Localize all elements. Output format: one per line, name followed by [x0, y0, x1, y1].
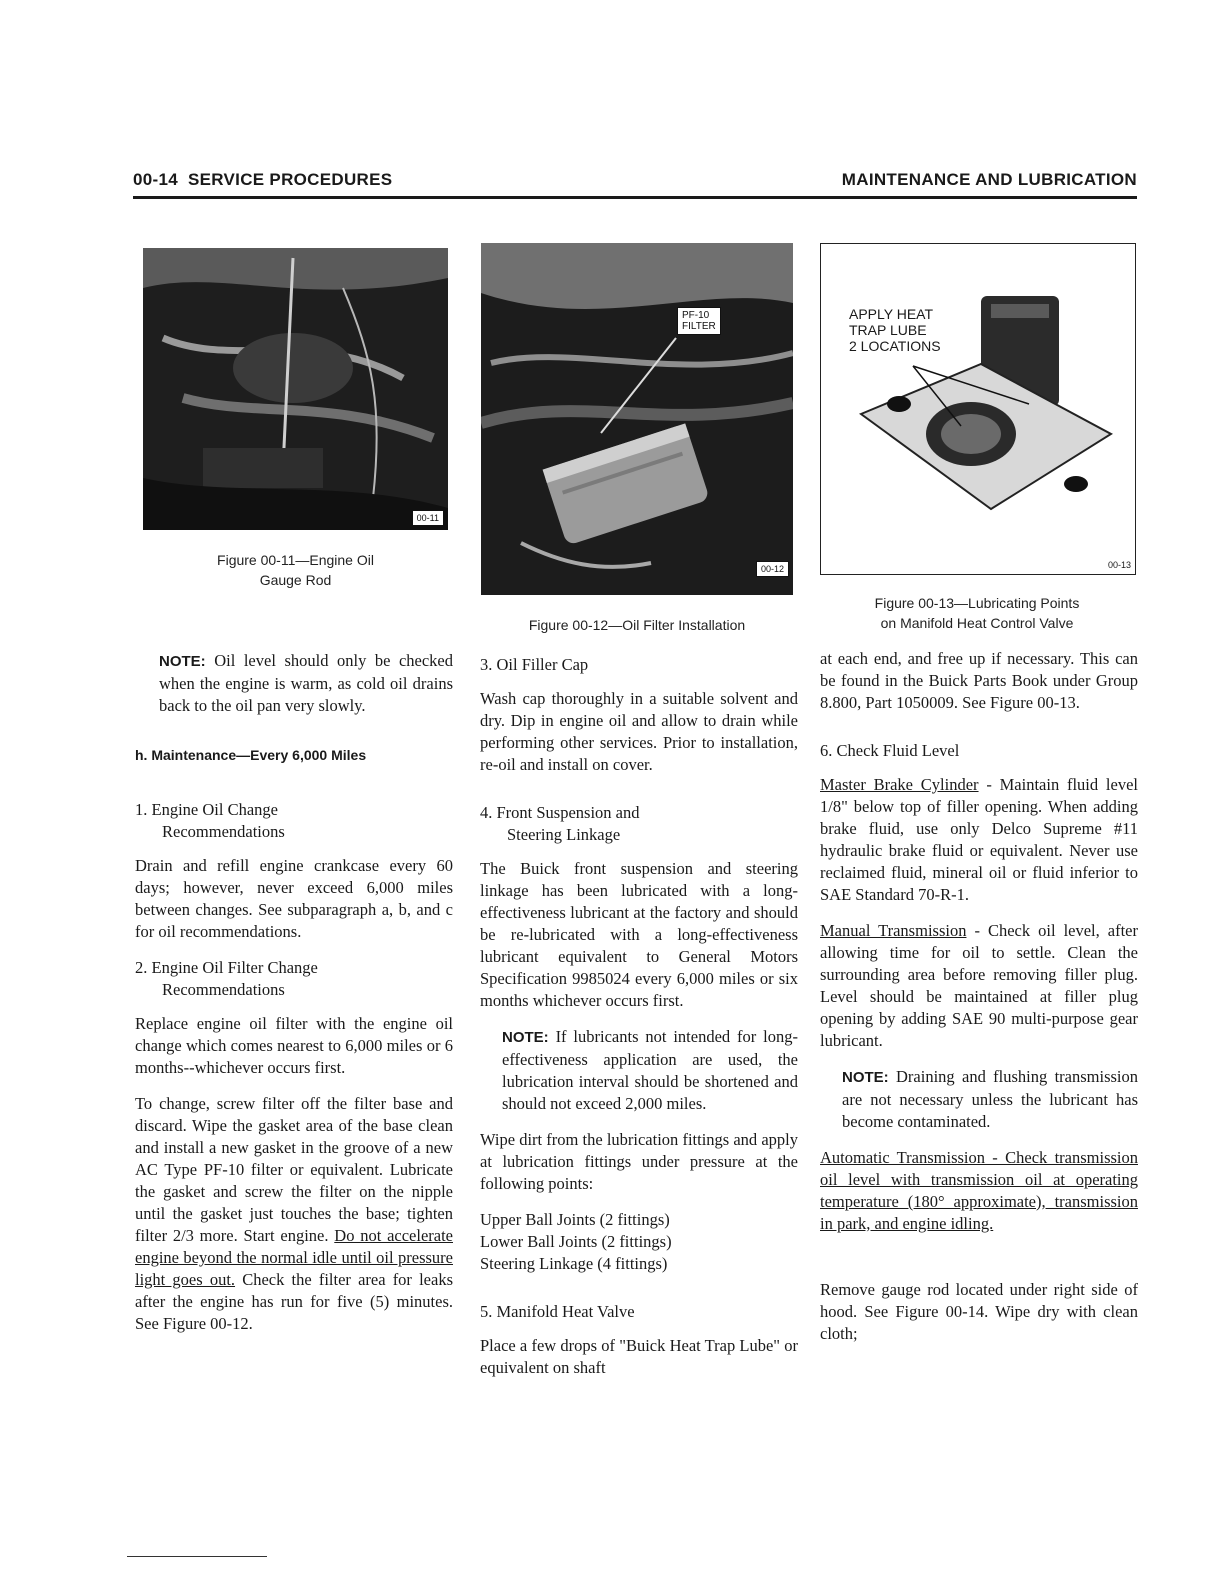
paragraph: The Buick front suspension and steering linkage has been lubricated with a long-effectiveness lubricant at the factory and should be re-lubricated with a long-effectiveness lubricant equivalent to General Motors Specification 9985024 every 6,000 miles or six months whichever occurs first. [480, 859, 798, 1010]
heading-line: Recommendations [162, 822, 285, 841]
item-heading: 6. Check Fluid Level [820, 741, 960, 760]
figure-00-12-caption: Figure 00-12—Oil Filter Installation [528, 617, 746, 633]
callout-line: FILTER [682, 321, 716, 332]
lube-callout [849, 306, 941, 354]
caption-line: Figure 00-13—Lubricating Points [874, 595, 1080, 611]
paragraph: Remove gauge rod located under right side of hood. See Figure 00-14. Wipe dry with clean cloth; [820, 1280, 1138, 1343]
page-header [133, 168, 1137, 199]
heading-line: Steering Linkage [507, 825, 621, 844]
caption-line: on Manifold Heat Control Valve [880, 615, 1074, 631]
figure-code-00-12: 00-12 [756, 561, 789, 577]
paragraph: at each end, and free up if necessary. This can be found in the Buick Parts Book under Group 8.800, Part 1050009. See Figure 00-13. [820, 649, 1138, 712]
underlined-text: Do not accelerate engine beyond the normal idle until oil pressure light goes out. [135, 1226, 453, 1289]
item-heading [480, 802, 798, 846]
caption-line: Gauge Rod [259, 572, 332, 588]
figure-00-13-drawing [820, 243, 1136, 575]
paragraph [820, 920, 1138, 1052]
figure-00-12-photo [481, 243, 793, 595]
note-text: Draining and flushing transmission are not necessary unless the lubricant has become contaminated. [842, 1067, 1139, 1131]
item-heading: 5. Manifold Heat Valve [480, 1302, 635, 1321]
item-heading [135, 799, 453, 843]
figure-00-11-caption [143, 550, 448, 590]
section-title: SERVICE PROCEDURES [187, 170, 393, 189]
heading-line: 4. Front Suspension and [480, 803, 640, 822]
figure-code-00-13: 00-13 [1107, 560, 1131, 570]
column-middle [480, 654, 798, 1393]
subsection-heading: h. Maintenance—Every 6,000 Miles [135, 747, 367, 763]
underlined-text: Automatic Transmission - Check transmission oil level with transmission oil at operating temperature (180° approximate), transmission in park, and engine idling. [820, 1148, 1138, 1233]
list-item: Upper Ball Joints (2 fittings) [480, 1210, 670, 1229]
note-lubricant [480, 1026, 798, 1115]
paragraph [820, 1147, 1138, 1235]
column-right [820, 648, 1138, 1359]
note-draining [820, 1066, 1138, 1133]
column-left [135, 650, 453, 1349]
heading-line: Recommendations [162, 980, 285, 999]
callout-line: PF-10 [682, 310, 710, 321]
text-run: Check the filter area for leaks after the engine has run for five (5) minutes. See Figure 00-12. [135, 1270, 453, 1333]
figure-00-11-photo [143, 248, 448, 530]
note-label: NOTE: [159, 653, 206, 670]
heat-valve-graphic [821, 244, 1135, 574]
text-run: - Check oil level, after allowing time for oil to settle. Clean the surrounding area before removing filler plug. Level should be maintained at filler plug opening by adding SAE 90 multi-purpose gear lubricant. [820, 921, 1138, 1050]
engine-photo-graphic [143, 248, 448, 530]
paragraph: Wash cap thoroughly in a suitable solvent and dry. Dip in engine oil and allow to drain while performing other services. Prior to installation, re-oil and install on cover. [480, 689, 798, 774]
paragraph: Place a few drops of "Buick Heat Trap Lube" or equivalent on shaft [480, 1336, 798, 1377]
chapter-title: MAINTENANCE AND LUBRICATION [841, 170, 1137, 189]
underlined-text: Manual Transmission [820, 921, 967, 940]
item-heading [135, 957, 453, 1001]
item-heading: 3. Oil Filler Cap [480, 655, 589, 674]
header-left [133, 170, 392, 190]
oil-filter-photo-graphic [481, 243, 793, 595]
paragraph: Wipe dirt from the lubrication fittings and apply at lubrication fittings under pressure at the following points: [480, 1130, 798, 1193]
filter-callout [677, 307, 721, 335]
list-item: Steering Linkage (4 fittings) [480, 1254, 668, 1273]
note-label: NOTE: [842, 1069, 889, 1086]
note-text: Oil level should only be checked when the engine is warm, as cold oil drains back to the oil pan very slowly. [159, 651, 454, 715]
paragraph [135, 1093, 453, 1335]
text-run: To change, screw filter off the filter base and discard. Wipe the gasket area of the base clean and install a new gasket in the groove of a new AC Type PF-10 filter or equivalent. Lubricate the gasket and screw the filter on the nipple until the gasket just touches the base; tighten filter 2/3 more. Start engine. [135, 1094, 453, 1245]
note-label: NOTE: [502, 1029, 549, 1046]
paragraph: Replace engine oil filter with the engine oil change which comes nearest to 6,000 miles or 6 months--whichever occurs first. [135, 1014, 453, 1077]
paragraph: Drain and refill engine crankcase every 60 days; however, never exceed 6,000 miles between changes. See subparagraph a, b, and c for oil recommendations. [135, 856, 453, 941]
callout-line: TRAP LUBE [849, 322, 927, 338]
callout-line: APPLY HEAT [849, 306, 934, 322]
figure-code-00-11: 00-11 [412, 510, 444, 526]
list-item: Lower Ball Joints (2 fittings) [480, 1232, 672, 1251]
page-number: 00-14 [133, 170, 178, 189]
note-text: If lubricants not intended for long-effectiveness application are used, the lubrication interval should be shortened and should not exceed 2,000 miles. [502, 1027, 798, 1113]
underlined-text: Master Brake Cylinder [820, 775, 979, 794]
heading-line: 2. Engine Oil Filter Change [135, 958, 318, 977]
paragraph [820, 774, 1138, 906]
heading-line: 1. Engine Oil Change [135, 800, 278, 819]
figure-00-13-caption [820, 593, 1134, 633]
footnote-rule [127, 1556, 267, 1557]
lube-points-list [480, 1209, 798, 1275]
caption-line: Figure 00-11—Engine Oil [217, 552, 374, 568]
callout-line: 2 LOCATIONS [849, 338, 941, 354]
note-oil-level [135, 650, 453, 717]
text-run: - Maintain fluid level 1/8" below top of filler opening. When adding brake fluid, use only Delco Supreme #11 hydraulic brake fluid or equivalent. Never use reclaimed fluid, mineral oil or fluid inferior to SAE Standard 70-R-1. [820, 775, 1138, 904]
